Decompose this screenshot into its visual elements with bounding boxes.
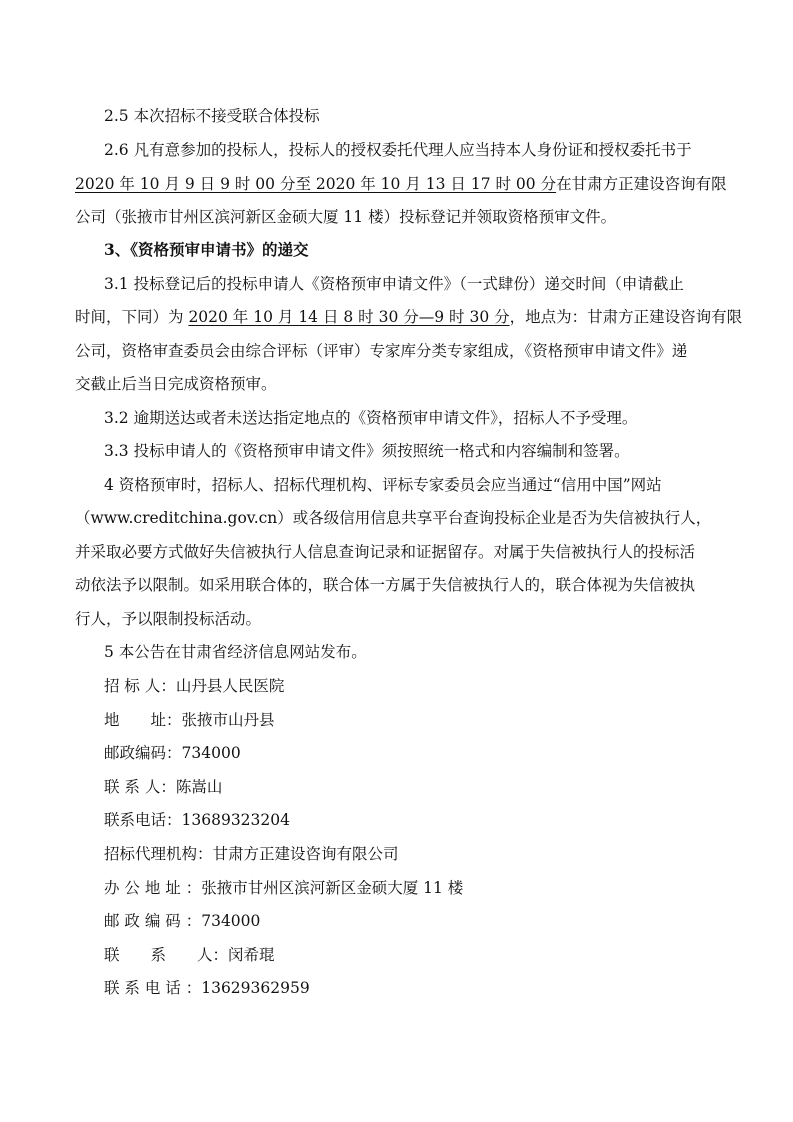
clause-2-6-line-2 [75,174,727,194]
tenderer-phone-label: 联系电话： [104,811,182,829]
submission-period: 2020 年 10 月 14 日 8 时 30 分—9 时 30 分 [188,308,510,326]
tenderer-name-row [104,676,284,696]
registration-period: 2020 年 10 月 9 日 9 时 00 分至 2020 年 10 月 13 日 17 时 00 分 [75,175,557,193]
agency-postcode: 734000 [201,912,261,930]
tenderer-address-row [104,710,275,730]
clause-3-1-line-2 [75,307,742,327]
agency-address-label: 办 公 地 址 ： [104,879,202,897]
agency-address: 张掖市甘州区滨河新区金硕大厦 11 楼 [201,879,464,897]
clause-2-6-line-1: 2.6 凡有意参加的投标人，投标人的授权委托代理人应当持本人身份证和授权委托书于 [104,141,692,159]
agency-name-label: 招标代理机构： [104,845,213,863]
tenderer-address: 张掖市山丹县 [181,711,275,729]
agency-contact: 闵希琨 [228,946,275,964]
tenderer-phone: 13689323204 [181,811,290,829]
clause-4-line-1: 4 资格预审时，招标人、招标代理机构、评标专家委员会应当通过“信用中国”网站 [104,476,662,494]
tenderer-postcode: 734000 [181,744,241,762]
clause-2-6-line-3: 公司（张掖市甘州区滨河新区金硕大厦 11 楼）投标登记并领取资格预审文件。 [75,208,617,226]
clause-3-3: 3.3 投标申请人的《资格预审申请文件》须按照统一格式和内容编制和签署。 [104,442,630,460]
clause-3-1-line-4: 交截止后当日完成资格预审。 [75,375,277,393]
tenderer-contact-row [104,777,222,797]
tenderer-name-label: 招 标 人： [104,677,176,695]
clause-4-line-3: 并采取必要方式做好失信被执行人信息查询记录和证据留存。对属于失信被执行人的投标活 [75,543,696,561]
tenderer-contact-label: 联 系 人： [104,778,176,796]
clause-3-1-line-2-pre: 时间，下同）为 [75,308,189,326]
clause-4-line-2: （www.creditchina.gov.cn）或各级信用信息共享平台查询投标企业是否为失信被执行人， [75,509,712,527]
section-3-heading: 3、《资格预审申请书》的递交 [104,240,309,259]
tenderer-name: 山丹县人民医院 [175,677,285,695]
agency-name-row [104,844,399,864]
agency-postcode-label: 邮 政 编 码 ： [104,912,202,930]
clause-3-1-line-3: 公司，资格审查委员会由综合评标（评审）专家库分类专家组成，《资格预审申请文件》递 [75,342,688,360]
tenderer-postcode-label: 邮政编码： [104,744,182,762]
tenderer-address-label: 地 址： [104,711,182,729]
agency-phone-label: 联 系 电 话 ： [104,979,202,997]
tenderer-phone-row [104,810,290,830]
clause-3-1-line-1: 3.1 投标登记后的投标申请人《资格预审申请文件》（一式肆份）递交时间（申请截止 [104,275,684,293]
clause-4-line-5: 行人，予以限制投标活动。 [75,610,262,628]
tenderer-postcode-row [104,743,241,763]
clause-4-line-4: 动依法予以限制。如采用联合体的，联合体一方属于失信被执行人的，联合体视为失信被执 [75,576,696,594]
agency-address-row [104,878,463,898]
clause-2-5: 2.5 本次招标不接受联合体投标 [104,107,320,125]
clause-5: 5 本公告在甘肃省经济信息网站发布。 [104,643,367,661]
agency-name: 甘肃方正建设咨询有限公司 [212,845,399,863]
clause-3-2: 3.2 逾期送达或者未送达指定地点的《资格预审申请文件》，招标人不予受理。 [104,409,638,427]
agency-contact-row [104,945,275,965]
clause-3-1-line-2-post: ，地点为：甘肃方正建设咨询有限 [509,308,743,326]
agency-postcode-row [104,911,260,931]
tenderer-contact: 陈嵩山 [175,778,223,796]
agency-phone-row [104,978,310,998]
agency-phone: 13629362959 [201,979,310,997]
agency-contact-label: 联 系 人： [104,946,229,964]
clause-2-6-line-2-rest: 在甘肃方正建设咨询有限 [556,175,727,193]
